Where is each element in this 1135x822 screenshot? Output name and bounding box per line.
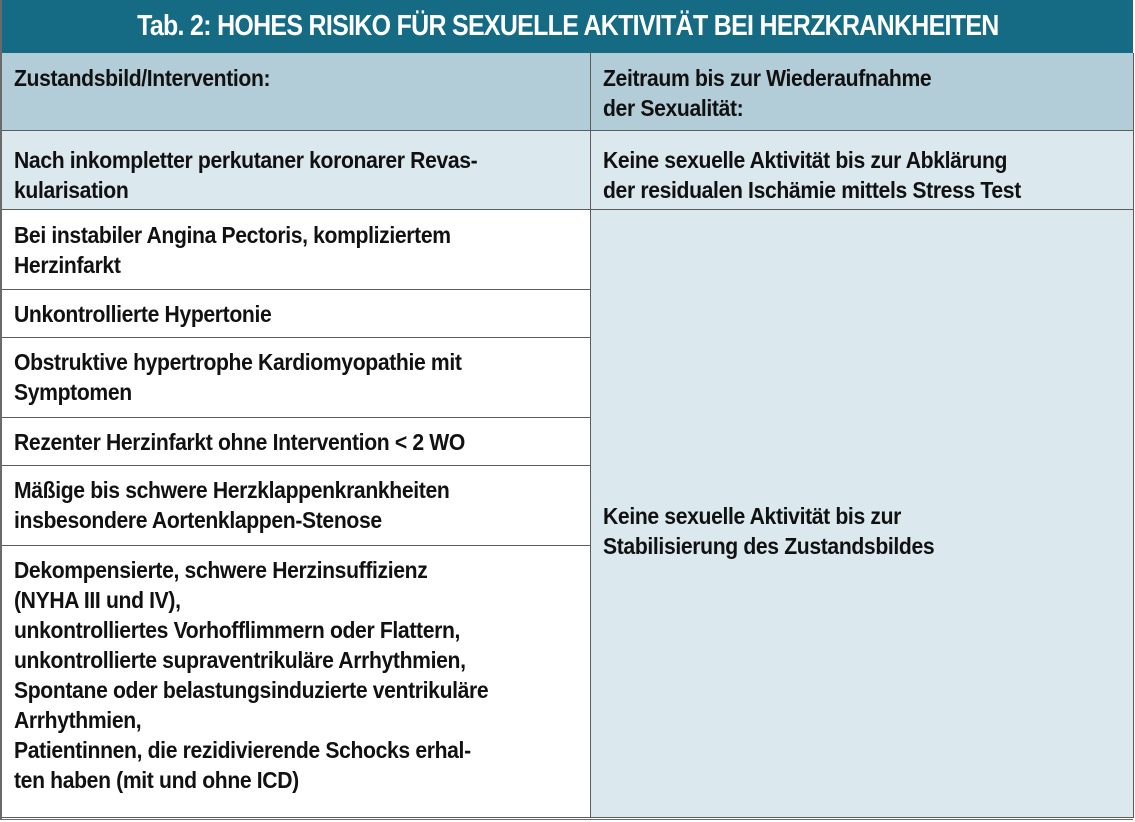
- timeframe-cell: Keine sexuelle Aktivität bis zur Abklärung der residualen Ischämie mittels Stress Test: [590, 130, 1133, 209]
- condition-cell: Obstruktive hypertrophe Kardiomyopathie mit Symptomen: [2, 337, 590, 417]
- header-condition: Zustandsbild/Intervention:: [2, 53, 590, 130]
- header-timeframe: Zeitraum bis zur Wiederaufnahme der Sexualität:: [590, 53, 1133, 130]
- condition-cell: Rezenter Herzinfarkt ohne Intervention < 2 WO: [2, 417, 590, 465]
- merged-timeframe-cell: Keine sexuelle Aktivität bis zur Stabilisierung des Zustandsbildes: [590, 209, 1133, 817]
- condition-cell: Bei instabiler Angina Pectoris, kompliziertem Herzinfarkt: [2, 209, 590, 289]
- condition-cell: Dekompensierte, schwere Herzinsuffizienz (NYHA III und IV), unkontrolliertes Vorhofflimmern oder Flattern, unkontrollierte supraventrikuläre Arrhythmien, Spontane oder belastungsinduzierte ventrikuläre Arrhythmien, Patientinnen, die rezidivierende Schocks erhal- ten haben (mit und ohne ICD): [2, 545, 590, 817]
- table-title-text: Tab. 2: HOHES RISIKO FÜR SEXUELLE AKTIVITÄT BEI HERZKRANKHEITEN: [136, 10, 999, 42]
- condition-cell: Mäßige bis schwere Herzklappenkrankheiten insbesondere Aortenklappen-Stenose: [2, 465, 590, 545]
- table-row: [2, 130, 1133, 209]
- table-row: [2, 209, 1133, 289]
- risk-table: [2, 53, 1134, 818]
- condition-cell: Nach inkompletter perkutaner koronarer Revas- kularisation: [2, 130, 590, 209]
- condition-cell: Unkontrollierte Hypertonie: [2, 289, 590, 337]
- table-title: [2, 0, 1133, 53]
- header-row: [2, 53, 1133, 130]
